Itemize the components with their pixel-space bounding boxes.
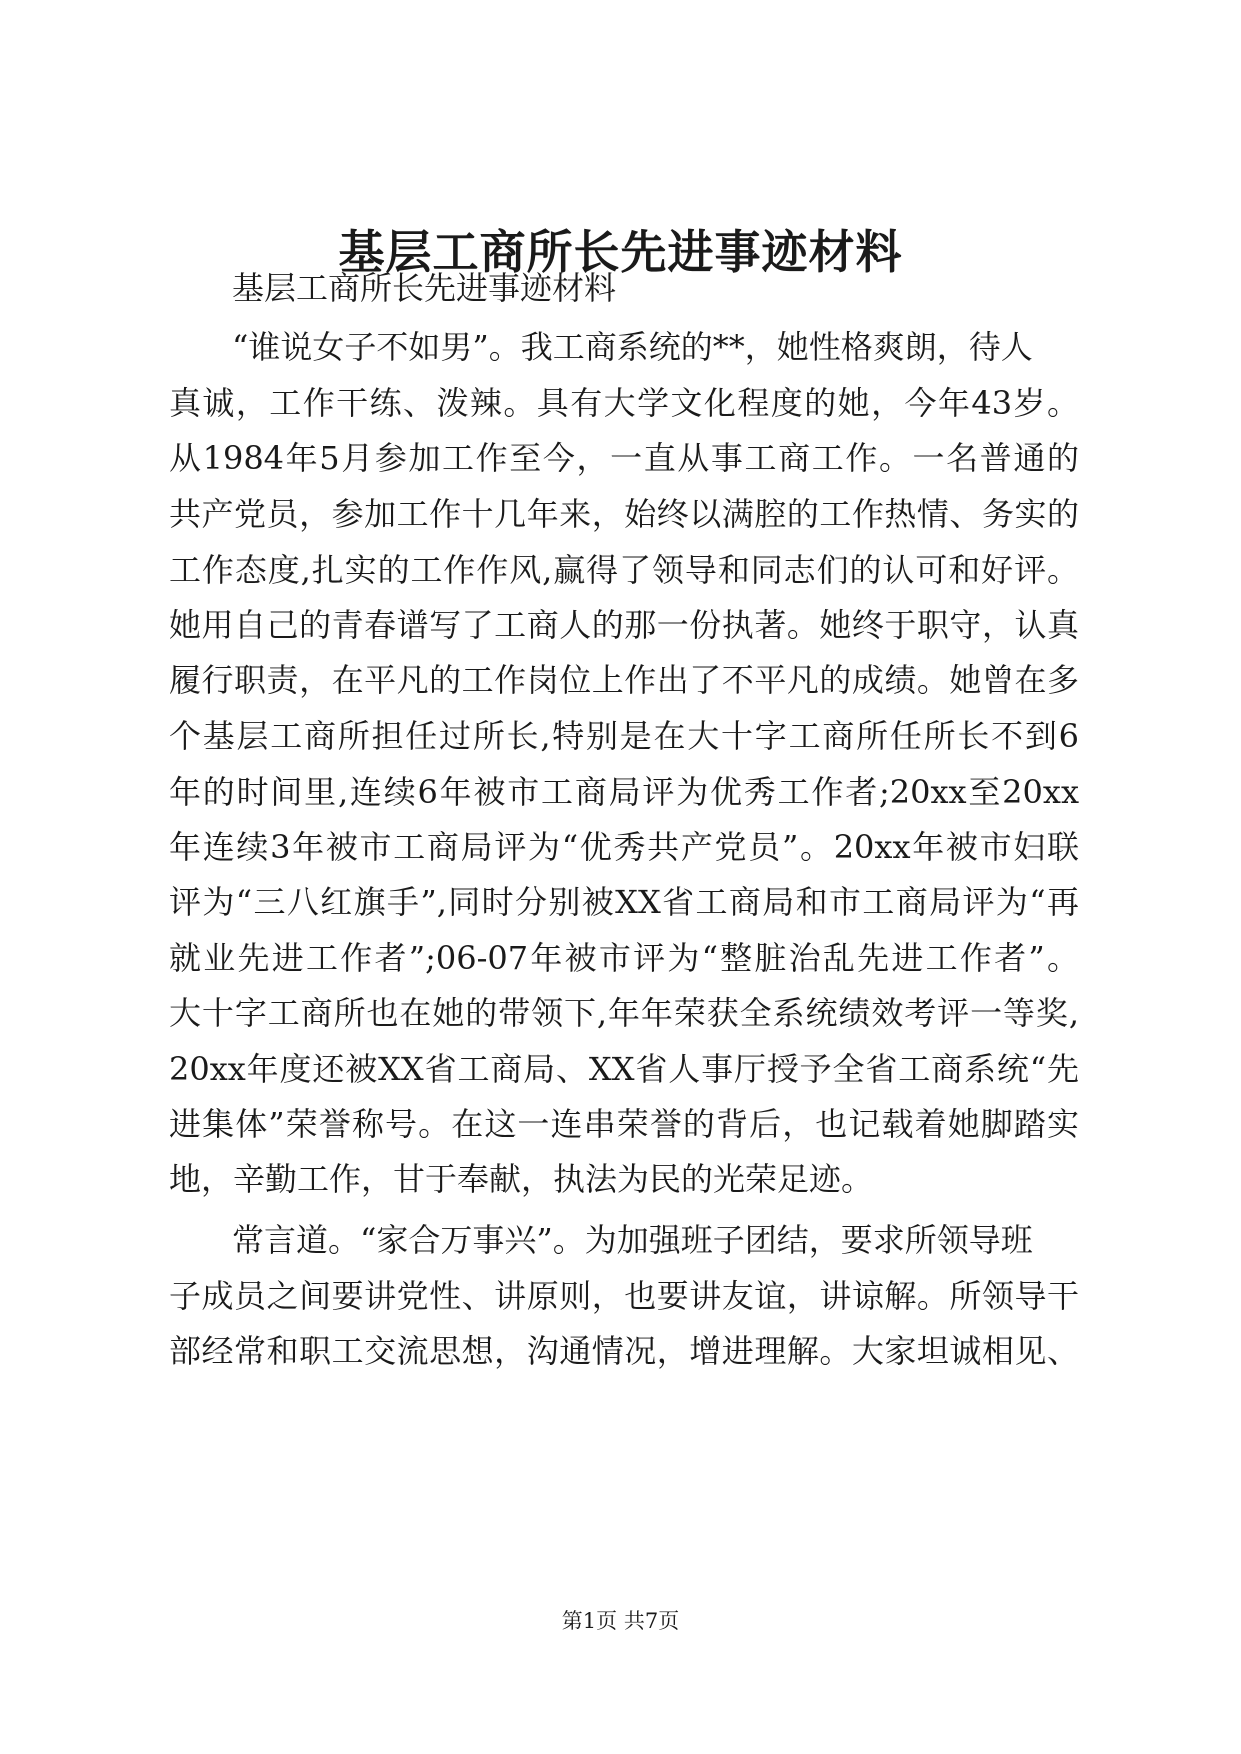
body-line: 大十字工商所也在她的带领下,年年荣获全系统绩效考评一等奖, xyxy=(169,994,1079,1032)
subtitle-line: 基层工商所长先进事迹材料 xyxy=(232,269,617,307)
body-line: “谁说女子不如男”。我工商系统的**，她性格爽朗，待人 xyxy=(232,328,1033,366)
body-line: 履行职责，在平凡的工作岗位上作出了不平凡的成绩。她曾在多 xyxy=(169,661,1079,699)
body-line: 工作态度,扎实的工作作风,赢得了领导和同志们的认可和好评。 xyxy=(169,551,1079,589)
body-line: 子成员之间要讲党性、讲原则，也要讲友谊，讲谅解。所领导干 xyxy=(169,1277,1079,1315)
body-line: 个基层工商所担任过所长,特别是在大十字工商所任所长不到6 xyxy=(169,717,1079,755)
body-line: 共产党员，参加工作十几年来，始终以满腔的工作热情、务实的 xyxy=(169,495,1079,533)
body-line: 年连续3年被市工商局评为“优秀共产党员”。20xx年被市妇联 xyxy=(169,828,1079,866)
document-title: 基层工商所长先进事迹材料 xyxy=(338,225,903,279)
body-line: 进集体”荣誉称号。在这一连串荣誉的背后，也记载着她脚踏实 xyxy=(169,1105,1079,1143)
body-line: 她用自己的青春谱写了工商人的那一份执著。她终于职守，认真 xyxy=(169,606,1079,644)
body-line: 常言道。“家合万事兴”。为加强班子团结，要求所领导班 xyxy=(232,1221,1033,1259)
body-line: 年的时间里,连续6年被市工商局评为优秀工作者;20xx至20xx xyxy=(169,773,1079,811)
body-line: 真诚，工作干练、泼辣。具有大学文化程度的她，今年43岁。 xyxy=(169,384,1079,422)
body-line: 评为“三八红旗手”,同时分别被XX省工商局和市工商局评为“再 xyxy=(169,883,1079,921)
page-number-footer: 第1页 共7页 xyxy=(561,1609,680,1633)
body-line: 从1984年5月参加工作至今，一直从事工商工作。一名普通的 xyxy=(169,439,1079,477)
body-line: 20xx年度还被XX省工商局、XX省人事厅授予全省工商系统“先 xyxy=(169,1050,1079,1088)
body-line: 地，辛勤工作，甘于奉献，执法为民的光荣足迹。 xyxy=(169,1160,874,1198)
body-line: 部经常和职工交流思想，沟通情况，增进理解。大家坦诚相见、 xyxy=(169,1332,1079,1370)
body-line: 就业先进工作者”;06-07年被市评为“整脏治乱先进工作者”。 xyxy=(169,939,1079,977)
